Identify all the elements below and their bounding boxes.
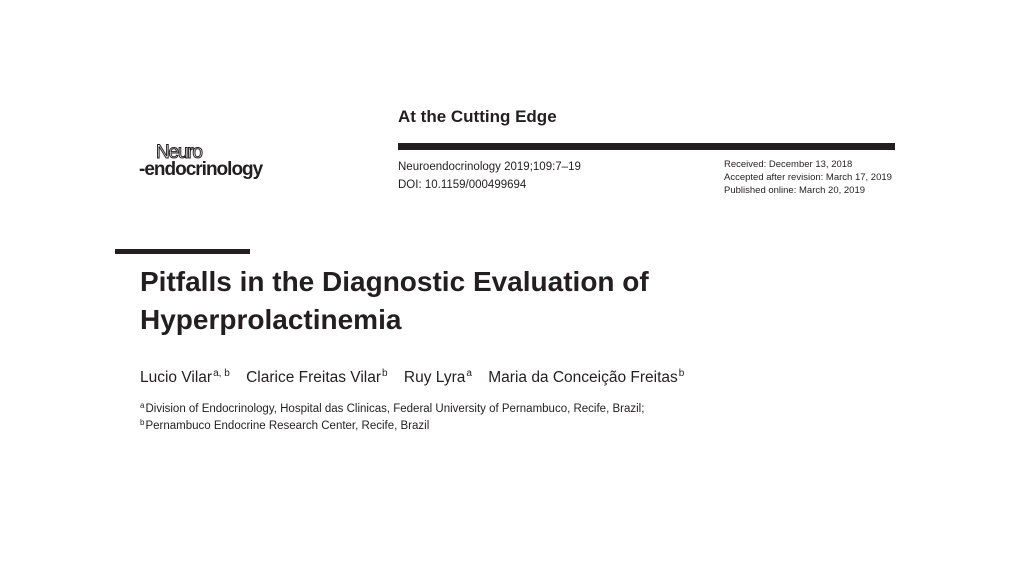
author-name: Clarice Freitas Vilar xyxy=(246,369,382,386)
author-affiliation-mark: a xyxy=(466,368,472,379)
article-title-line-1: Pitfalls in the Diagnostic Evaluation of xyxy=(140,266,649,297)
author-name: Maria da Conceição Freitas xyxy=(488,369,678,386)
affiliation-text: Division of Endocrinology, Hospital das Clinicas, Federal University of Pernambuco, Recife, Brazil; xyxy=(145,403,645,415)
affiliation-mark: a xyxy=(140,401,145,410)
title-rule xyxy=(115,249,250,254)
journal-logo-top: Neuro xyxy=(156,142,202,163)
author-list xyxy=(140,366,696,390)
journal-logo xyxy=(139,143,289,185)
author-1 xyxy=(140,366,230,390)
affiliation-a xyxy=(140,401,644,418)
journal-citation: Neuroendocrinology 2019;109:7–19 xyxy=(398,161,581,173)
affiliation-list xyxy=(140,401,644,435)
citation-block xyxy=(398,158,581,194)
affiliation-b xyxy=(140,418,644,435)
author-4 xyxy=(488,366,684,390)
published-date: Published online: March 20, 2019 xyxy=(724,185,866,196)
author-affiliation-mark: b xyxy=(382,368,388,379)
article-title xyxy=(140,263,840,339)
author-name: Ruy Lyra xyxy=(403,369,466,386)
received-date: Received: December 13, 2018 xyxy=(724,159,853,170)
author-affiliation-mark: b xyxy=(678,368,685,379)
author-name: Lucio Vilar xyxy=(140,369,213,386)
author-2 xyxy=(246,366,388,390)
article-title-line-2: Hyperprolactinemia xyxy=(140,304,402,335)
affiliation-mark: b xyxy=(140,418,145,427)
doi-line[interactable]: DOI: 10.1159/000499694 xyxy=(398,179,527,191)
accepted-date: Accepted after revision: March 17, 2019 xyxy=(724,172,892,183)
section-label: At the Cutting Edge xyxy=(398,107,557,126)
author-3 xyxy=(404,366,472,390)
affiliation-text: Pernambuco Endocrine Research Center, Recife, Brazil xyxy=(145,420,430,432)
author-affiliation-mark: a, b xyxy=(213,368,230,379)
journal-logo-bottom: -endocrinology xyxy=(139,159,263,180)
dates-block xyxy=(724,158,892,197)
header-rule xyxy=(398,143,895,150)
